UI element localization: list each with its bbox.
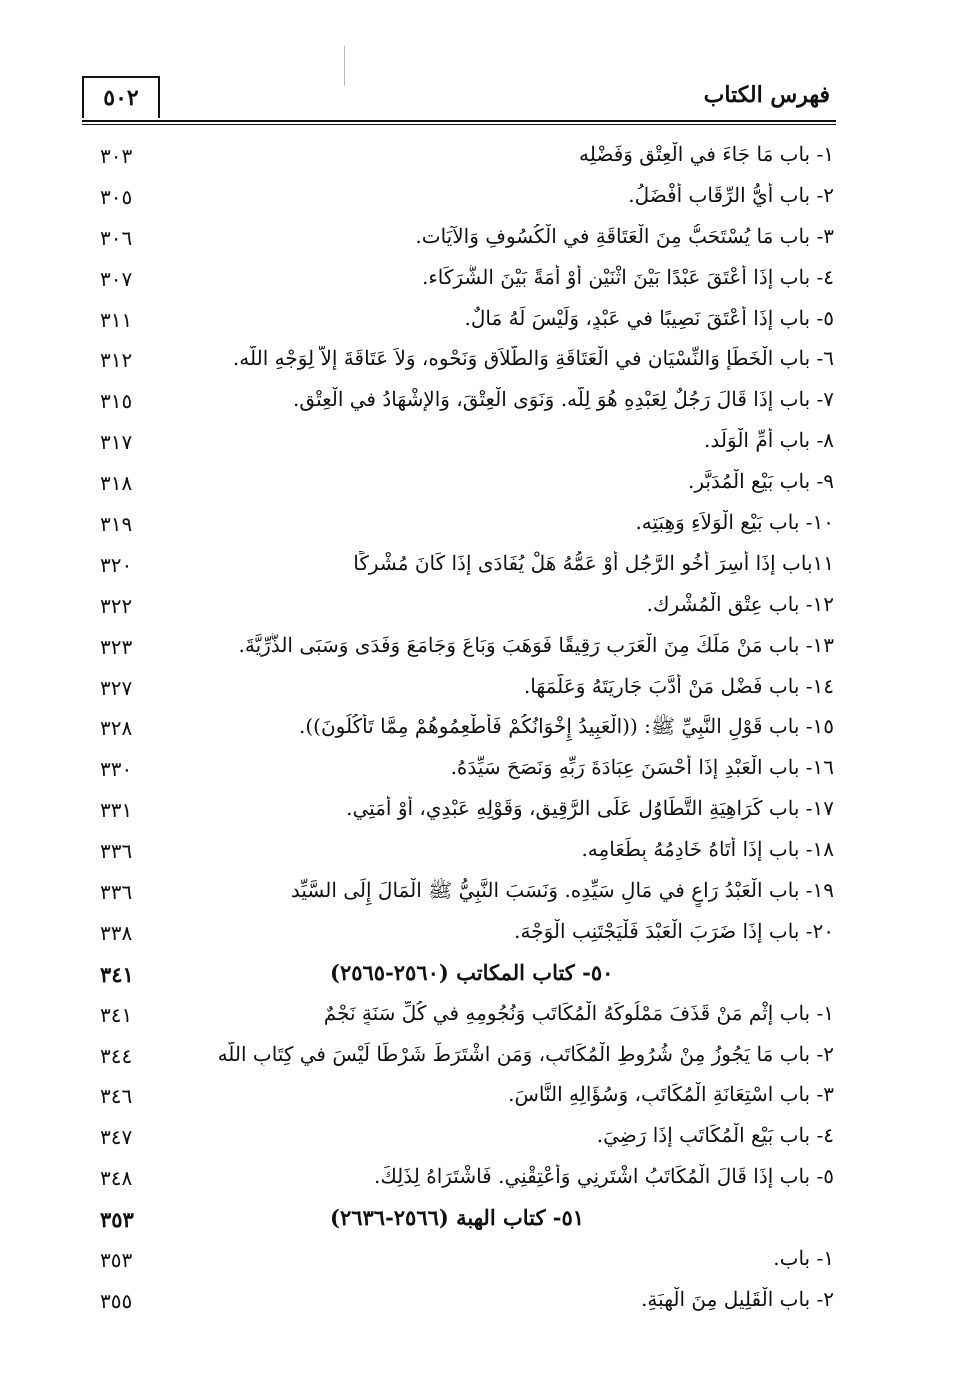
entry-title: ٢٠- باب إِذَا ضَرَبَ الْعَبْدَ فَلْيَجْتَنِبِ الْوَجْهَ. — [514, 918, 834, 943]
entry-title: ١٦- باب الْعَبْدِ إِذَا أَحْسَنَ عِبَادَةَ رَبِّهِ وَنَصَحَ سَيِّدَهُ. — [450, 755, 834, 780]
toc-entry-row — [100, 751, 834, 792]
entry-page-number: ٣٢٣ — [100, 634, 133, 659]
entry-page-number: ٣٥٣ — [100, 1207, 134, 1233]
toc-entry-row — [100, 342, 834, 383]
entry-page-number: ٣٠٥ — [100, 184, 133, 209]
entry-title: ١- باب مَا جَاءَ في الْعِتْقِ وَفَضْلِه — [579, 142, 834, 166]
toc-entry-row — [100, 1160, 834, 1201]
entry-page-number: ٣٣١ — [100, 798, 133, 823]
entry-title: ٧- باب إِذَا قَالَ رَجُلٌ لِعَبْدِهِ هُوَ لِلَّه. وَنَوَى الْعِتْقَ، وَالإِشْهَادُ في الْعِتْقِ. — [293, 387, 834, 412]
toc-entry-row — [100, 179, 834, 220]
header-rule — [82, 120, 836, 125]
toc-entry-row — [100, 424, 834, 465]
entry-title: ٥- باب إِذَا قَالَ الْمُكَاتَبُ اشْتَرِنِي وَأَعْتِقْنِي. فَاشْتَرَاهُ لِذَلِكَ. — [373, 1164, 834, 1189]
toc-entry-row — [100, 1038, 834, 1079]
toc-entry-row — [100, 220, 834, 261]
page-number: ٥٠٢ — [103, 85, 139, 111]
page-header — [82, 76, 834, 120]
entry-title: ٦- باب الْخَطَإِ وَالنِّسْيَانِ في الْعَتَاقَةِ وَالطَّلاَقِ وَنَحْوِه، وَلاَ عَتَاقَةَ إِلاَّ لِوَجْهِ اللَّه. — [232, 346, 834, 371]
entry-title: ٢- باب الْقَلِيلِ مِنَ الْهِبَةِ. — [641, 1286, 834, 1311]
entry-page-number: ٣٤٨ — [100, 1166, 133, 1191]
entry-page-number: ٣٢٠ — [100, 552, 133, 577]
entry-title: ١٨- باب إِذَا أَتَاهُ خَادِمُهُ بِطَعَامِه. — [581, 837, 834, 862]
entry-page-number: ٣٠٧ — [100, 266, 133, 291]
entry-page-number: ٣٣٦ — [100, 839, 133, 864]
toc-entry-row — [100, 261, 834, 302]
section-heading-row — [100, 956, 834, 997]
toc-entry-row — [100, 874, 834, 915]
entry-page-number: ٣٢٨ — [100, 716, 133, 741]
entry-page-number: ٣١٩ — [100, 512, 133, 537]
entry-page-number: ٣٤٤ — [100, 1043, 133, 1068]
running-title: فهرس الكتاب — [703, 82, 830, 108]
entry-title: ٤- باب بَيْعِ الْمُكَاتَبِ إِذَا رَضِيَ. — [596, 1123, 834, 1148]
entry-page-number: ٣١١ — [100, 307, 133, 332]
toc-entry-row — [100, 629, 834, 670]
entry-title: ٩- باب بَيْعِ الْمُدَبَّرِ. — [688, 469, 834, 494]
entry-title: ١٧- باب كَرَاهِيَةِ التَّطَاوُلِ عَلَى الرَّقِيقِ، وَقَوْلِهِ عَبْدِي، أَوْ أَمَتِي. — [346, 796, 834, 821]
table-of-contents — [100, 138, 834, 1324]
entry-title: ٢- باب أَيُّ الرِّقَابِ أَفْضَلُ. — [628, 182, 834, 207]
toc-entry-row — [100, 915, 834, 956]
entry-page-number: ٣٤١ — [100, 961, 134, 987]
toc-entry-row — [100, 383, 834, 424]
page-number-box — [82, 76, 160, 118]
entry-title: ١٠- باب بَيْعِ الْوَلاَءِ وَهِبَتِه. — [635, 510, 834, 535]
entry-page-number: ٣٠٦ — [100, 225, 133, 250]
entry-title: ١٤- باب فَضْلِ مَنْ أَدَّبَ جَارِيَتَهُ وَعَلَّمَهَا. — [523, 673, 834, 698]
entry-title: ١١باب إِذَا أُسِرَ أَخُو الرَّجُلِ أَوْ عَمُّهُ هَلْ يُفَادَى إِذَا كَانَ مُشْرِكًا — [353, 550, 834, 575]
toc-entry-row — [100, 833, 834, 874]
entry-page-number: ٣١٨ — [100, 471, 133, 496]
entry-title: ١٣- باب مَنْ مَلَكَ مِنَ الْعَرَبِ رَقِيقًا فَوَهَبَ وَبَاعَ وَجَامَعَ وَفَدَى وَسَبَى الذُّرِّيَّةَ. — [238, 632, 834, 657]
toc-entry-row — [100, 465, 834, 506]
entry-title: ٥- باب إِذَا أَعْتَقَ نَصِيبًا في عَبْدٍ، وَلَيْسَ لَهُ مَالٌ. — [464, 305, 834, 330]
toc-entry-row — [100, 1242, 834, 1283]
toc-entry-row — [100, 670, 834, 711]
entry-title: ٣- باب اسْتِعَانَةِ الْمُكَاتَبِ، وَسُؤَالِهِ النَّاسَ. — [508, 1082, 834, 1107]
toc-entry-row — [100, 1078, 834, 1119]
entry-page-number: ٣٤٧ — [100, 1125, 133, 1150]
entry-title: ٨- باب أُمِّ الْوَلَد. — [704, 428, 834, 453]
toc-entry-row — [100, 710, 834, 751]
toc-entry-row — [100, 588, 834, 629]
entry-title: ١- باب إِثْمِ مَنْ قَذَفَ مَمْلُوكَهُ الْمُكَاتَبِ وَنُجُومِهِ في كُلِّ سَنَةٍ نَجْمٌ — [323, 1000, 834, 1025]
entry-title: ١٥- باب قَوْلِ النَّبِيِّ ﷺ: ((الْعَبِيدُ إِخْوَانُكُمْ فَأَطْعِمُوهُمْ مِمَّا تَأْكُلُونَ)). — [299, 714, 834, 739]
entry-title: ٢- باب مَا يَجُوزُ مِنْ شُرُوطِ الْمُكَاتَبِ، وَمَنِ اشْتَرَطَ شَرْطًا لَيْسَ في كِتَابِ اللَّه — [217, 1041, 834, 1066]
toc-entry-row — [100, 547, 834, 588]
toc-entry-row — [100, 1119, 834, 1160]
entry-page-number: ٣٤١ — [100, 1002, 133, 1027]
toc-entry-row — [100, 1283, 834, 1324]
entry-page-number: ٣٤٦ — [100, 1084, 133, 1109]
toc-entry-row — [100, 506, 834, 547]
toc-entry-row — [100, 792, 834, 833]
entry-title: ١٢- باب عِتْقِ الْمُشْرِك. — [646, 591, 834, 616]
entry-page-number: ٣١٧ — [100, 430, 133, 455]
section-title: ٥٠- كتاب المكاتب (٢٥٦٠-٢٥٦٥) — [330, 959, 614, 985]
entry-page-number: ٣٥٥ — [100, 1288, 133, 1313]
entry-page-number: ٣٣٠ — [100, 757, 133, 782]
entry-title: ١- باب. — [773, 1246, 834, 1271]
entry-page-number: ٣٥٣ — [100, 1248, 133, 1273]
toc-entry-row — [100, 138, 834, 179]
section-title: ٥١- كتاب الهبة (٢٥٦٦-٢٦٣٦) — [330, 1205, 585, 1231]
entry-page-number: ٣٢٧ — [100, 675, 133, 700]
toc-entry-row — [100, 302, 834, 343]
entry-page-number: ٣٣٦ — [100, 880, 133, 905]
entry-title: ١٩- باب الْعَبْدُ رَاعٍ في مَالِ سَيِّدِه. وَنَسَبَ النَّبِيُّ ﷺ الْمَالَ إِلَى السَّيِّد — [290, 878, 834, 903]
entry-page-number: ٣٢٢ — [100, 593, 133, 618]
entry-title: ٣- باب مَا يُسْتَحَبُّ مِنَ الْعَتَاقَةِ في الْكُسُوفِ وَالآيَات. — [415, 223, 834, 248]
entry-title: ٤- باب إِذَا أَعْتَقَ عَبْدًا بَيْنَ اثْنَيْنِ أَوْ أَمَةً بَيْنَ الشُّرَكَاء. — [422, 264, 834, 289]
entry-page-number: ٣٣٨ — [100, 920, 133, 945]
entry-page-number: ٣١٢ — [100, 348, 133, 373]
entry-page-number: ٣١٥ — [100, 389, 133, 414]
toc-entry-row — [100, 997, 834, 1038]
entry-page-number: ٣٠٣ — [100, 144, 133, 168]
section-heading-row — [100, 1201, 834, 1242]
